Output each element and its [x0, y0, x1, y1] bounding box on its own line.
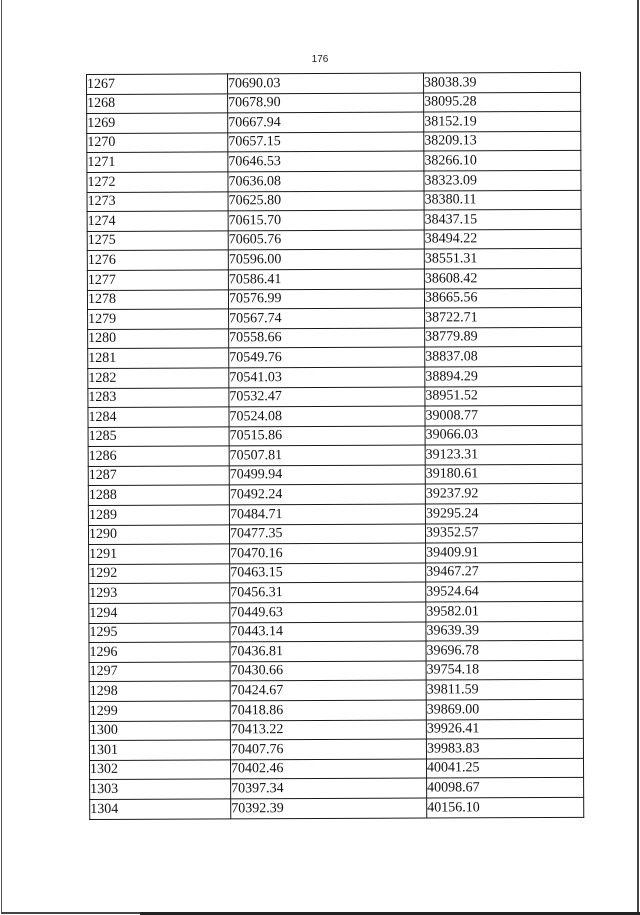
x-coordinate-cell: 70470.16	[230, 543, 426, 563]
y-coordinate-cell: 39467.27	[426, 562, 583, 582]
y-coordinate-cell: 38095.28	[424, 92, 581, 112]
point-number-cell: 1287	[88, 466, 229, 486]
table-row	[89, 719, 583, 741]
x-coordinate-cell: 70646.53	[228, 151, 424, 171]
y-coordinate-cell: 38380.11	[424, 190, 581, 210]
x-coordinate-cell: 70678.90	[228, 93, 424, 113]
table-row	[87, 249, 581, 271]
y-coordinate-cell: 38722.71	[425, 307, 582, 327]
x-coordinate-cell: 70477.35	[229, 524, 425, 544]
table-row	[89, 660, 583, 682]
y-coordinate-cell: 39066.03	[425, 425, 582, 445]
x-coordinate-cell: 70532.47	[229, 387, 425, 407]
point-number-cell: 1282	[88, 368, 229, 388]
y-coordinate-cell: 39696.78	[426, 641, 583, 661]
table-row	[88, 464, 582, 486]
table-row	[87, 229, 581, 251]
x-coordinate-cell: 70436.81	[230, 641, 426, 661]
x-coordinate-cell: 70657.15	[228, 132, 424, 152]
x-coordinate-cell: 70524.08	[229, 406, 425, 426]
x-coordinate-cell: 70615.70	[228, 210, 424, 230]
y-coordinate-cell: 40156.10	[427, 797, 584, 817]
x-coordinate-cell: 70576.99	[228, 289, 424, 309]
table-row	[90, 797, 584, 819]
x-coordinate-cell: 70541.03	[229, 367, 425, 387]
point-number-cell: 1271	[87, 152, 228, 172]
point-number-cell: 1288	[88, 485, 229, 505]
table-row	[87, 92, 581, 114]
table-row	[88, 445, 582, 467]
table-row	[89, 641, 583, 663]
x-coordinate-cell: 70596.00	[228, 249, 424, 269]
y-coordinate-cell: 39008.77	[425, 405, 582, 425]
table-row	[88, 523, 582, 545]
table-row	[88, 366, 582, 388]
point-number-cell: 1302	[89, 760, 230, 780]
table-row	[88, 347, 582, 369]
x-coordinate-cell: 70418.86	[230, 700, 426, 720]
table-row	[89, 699, 583, 721]
point-number-cell: 1289	[88, 505, 229, 525]
table-row	[88, 503, 582, 525]
y-coordinate-cell: 39180.61	[425, 464, 582, 484]
point-number-cell: 1267	[87, 74, 228, 94]
table-row	[87, 288, 581, 310]
y-coordinate-cell: 39582.01	[426, 601, 583, 621]
page-number: 176	[311, 54, 329, 65]
x-coordinate-cell: 70413.22	[230, 720, 426, 740]
x-coordinate-cell: 70507.81	[229, 445, 425, 465]
x-coordinate-cell: 70558.66	[229, 328, 425, 348]
point-number-cell: 1268	[87, 93, 228, 113]
point-number-cell: 1295	[89, 623, 230, 643]
y-coordinate-cell: 38437.15	[424, 209, 581, 229]
y-coordinate-cell: 39123.31	[425, 445, 582, 465]
y-coordinate-cell: 38209.13	[424, 131, 581, 151]
table-row	[87, 72, 581, 94]
y-coordinate-cell: 40041.25	[426, 758, 583, 778]
table-row	[89, 758, 583, 780]
table-row	[88, 484, 582, 506]
y-coordinate-cell: 39754.18	[426, 660, 583, 680]
y-coordinate-cell: 39926.41	[426, 719, 583, 739]
y-coordinate-cell: 40098.67	[427, 778, 584, 798]
x-coordinate-cell: 70397.34	[231, 778, 427, 798]
table-row	[89, 680, 583, 702]
x-coordinate-cell: 70499.94	[229, 465, 425, 485]
point-number-cell: 1290	[88, 525, 229, 545]
x-coordinate-cell: 70402.46	[230, 759, 426, 779]
y-coordinate-cell: 38665.56	[424, 288, 581, 308]
x-coordinate-cell: 70567.74	[229, 308, 425, 328]
y-coordinate-cell: 38038.39	[423, 72, 580, 92]
x-coordinate-cell: 70424.67	[230, 680, 426, 700]
y-coordinate-cell: 39869.00	[426, 699, 583, 719]
point-number-cell: 1285	[88, 427, 229, 447]
x-coordinate-cell: 70549.76	[229, 347, 425, 367]
point-number-cell: 1283	[88, 387, 229, 407]
y-coordinate-cell: 39295.24	[425, 503, 582, 523]
coordinate-table	[86, 72, 584, 820]
point-number-cell: 1278	[87, 289, 228, 309]
point-number-cell: 1277	[87, 270, 228, 290]
table-row	[87, 112, 581, 134]
table-row	[87, 151, 581, 173]
table-body	[87, 72, 584, 819]
x-coordinate-cell: 70430.66	[230, 661, 426, 681]
table-row	[88, 386, 582, 408]
point-number-cell: 1281	[88, 348, 229, 368]
y-coordinate-cell: 38779.89	[425, 327, 582, 347]
y-coordinate-cell: 38608.42	[424, 268, 581, 288]
x-coordinate-cell: 70449.63	[230, 602, 426, 622]
x-coordinate-cell: 70586.41	[228, 269, 424, 289]
point-number-cell: 1294	[89, 603, 230, 623]
y-coordinate-cell: 38951.52	[425, 386, 582, 406]
x-coordinate-cell: 70443.14	[230, 622, 426, 642]
point-number-cell: 1298	[89, 681, 230, 701]
point-number-cell: 1272	[87, 172, 228, 192]
y-coordinate-cell: 38323.09	[424, 170, 581, 190]
y-coordinate-cell: 38551.31	[424, 249, 581, 269]
table-row	[87, 268, 581, 290]
x-coordinate-cell: 70515.86	[229, 426, 425, 446]
point-number-cell: 1274	[87, 211, 228, 231]
table-row	[89, 543, 583, 565]
point-number-cell: 1303	[90, 779, 231, 799]
table-row	[89, 582, 583, 604]
x-coordinate-cell: 70625.80	[228, 191, 424, 211]
point-number-cell: 1301	[89, 740, 230, 760]
point-number-cell: 1280	[88, 329, 229, 349]
point-number-cell: 1300	[89, 720, 230, 740]
table-row	[89, 621, 583, 643]
table-row	[88, 327, 582, 349]
x-coordinate-cell: 70407.76	[230, 739, 426, 759]
point-number-cell: 1279	[88, 309, 229, 329]
x-coordinate-cell: 70636.08	[228, 171, 424, 191]
x-coordinate-cell: 70392.39	[231, 798, 427, 818]
y-coordinate-cell: 39639.39	[426, 621, 583, 641]
y-coordinate-cell: 39524.64	[426, 582, 583, 602]
point-number-cell: 1291	[89, 544, 230, 564]
table-row	[87, 170, 581, 192]
table-row	[87, 190, 581, 212]
point-number-cell: 1299	[89, 701, 230, 721]
y-coordinate-cell: 39237.92	[425, 484, 582, 504]
point-number-cell: 1304	[90, 799, 231, 819]
table-row	[88, 405, 582, 427]
table-row	[89, 562, 583, 584]
x-coordinate-cell: 70484.71	[229, 504, 425, 524]
x-coordinate-cell: 70667.94	[228, 112, 424, 132]
point-number-cell: 1273	[87, 191, 228, 211]
table-row	[87, 131, 581, 153]
table-row	[87, 209, 581, 231]
y-coordinate-cell: 38266.10	[424, 151, 581, 171]
point-number-cell: 1284	[88, 407, 229, 427]
y-coordinate-cell: 39409.91	[426, 543, 583, 563]
table-row	[88, 425, 582, 447]
point-number-cell: 1270	[87, 133, 228, 153]
y-coordinate-cell: 38494.22	[424, 229, 581, 249]
point-number-cell: 1275	[87, 231, 228, 251]
point-number-cell: 1292	[89, 564, 230, 584]
table-row	[89, 601, 583, 623]
x-coordinate-cell: 70456.31	[230, 582, 426, 602]
y-coordinate-cell: 38152.19	[424, 112, 581, 132]
y-coordinate-cell: 39811.59	[426, 680, 583, 700]
y-coordinate-cell: 38837.08	[425, 347, 582, 367]
point-number-cell: 1296	[89, 642, 230, 662]
x-coordinate-cell: 70605.76	[228, 230, 424, 250]
x-coordinate-cell: 70690.03	[228, 73, 424, 93]
y-coordinate-cell: 38894.29	[425, 366, 582, 386]
x-coordinate-cell: 70492.24	[229, 484, 425, 504]
point-number-cell: 1297	[89, 662, 230, 682]
point-number-cell: 1286	[88, 446, 229, 466]
y-coordinate-cell: 39983.83	[426, 739, 583, 759]
point-number-cell: 1293	[89, 583, 230, 603]
point-number-cell: 1276	[87, 250, 228, 270]
y-coordinate-cell: 39352.57	[425, 523, 582, 543]
table-row	[90, 778, 584, 800]
point-number-cell: 1269	[87, 113, 228, 133]
x-coordinate-cell: 70463.15	[230, 563, 426, 583]
table-row	[89, 739, 583, 761]
table-row	[88, 307, 582, 329]
